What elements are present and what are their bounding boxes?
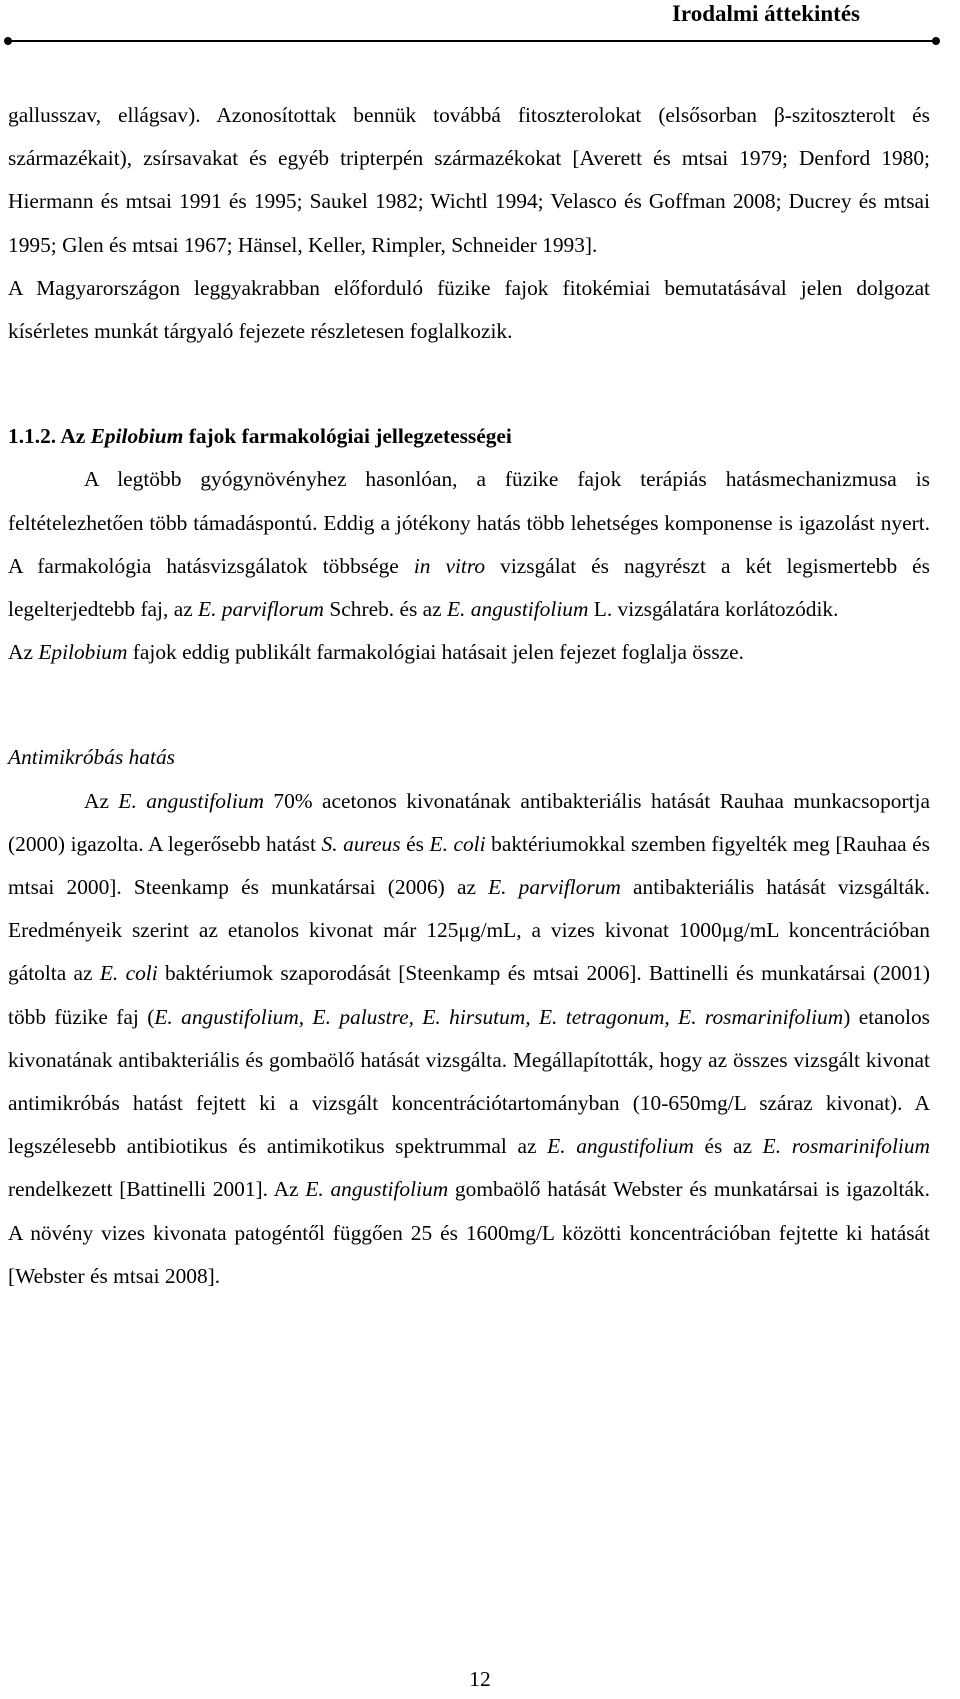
- running-header-title: Irodalmi áttekintés: [671, 1, 860, 26]
- section-paragraph-2: Az Epilobium fajok eddig publikált farmakológiai hatásait jelen fejezet foglalja össze.: [8, 640, 744, 665]
- subsection-heading: Antimikróbás hatás: [8, 745, 175, 770]
- subsection-paragraph-1: Az E. angustifolium 70% acetonos kivonatának antibakteriális hatását Rauhaa munkacsoportja (2000) igazolta. A legerősebb hatást S. aureus és E. coli baktériumokkal szemben figyelték meg [Rauhaa és mtsai 2000]. Steenkamp és munkatársai (2006) az E. parviflorum antibakteriális hatását vizsgálták. Eredményeik szerint az etanolos kivonat már 125μg/mL, a vizes kivonat 1000μg/mL koncentrációban gátolta az E. coli baktériumok szaporodását [Steenkamp és mtsai 2006]. Battinelli és munkatársai (2001) több füzike faj (E. angustifolium, E. palustre, E. hirsutum, E. tetragonum, E. rosmarinifolium) etanolos kivonatának antibakteriális és gombaölő hatását vizsgálta. Megállapították, hogy az összes vizsgált kivonat antimikróbás hatást fejtett ki a vizsgált koncentrációtartományban (10-650mg/L száraz kivonat). A legszélesebb antibiotikus és antimikotikus spektrummal az E. angustifolium és az E. rosmarinifolium rendelkezett [Battinelli 2001]. Az E. angustifolium gombaölő hatását Webster és munkatársai is igazolták. A növény vizes kivonata patogéntől függően 25 és 1600mg/L közötti koncentrációban fejtette ki hatását [Webster és mtsai 2008].: [8, 788, 931, 1288]
- section-paragraph-1: A legtöbb gyógynövényhez hasonlóan, a füzike fajok terápiás hatásmechanizmusa is feltételezhetően több támadáspontú. Eddig a jótékony hatás több lehetséges komponense is igazolást nyert. A farmakológia hatásvizsgálatok többsége in vitro vizsgálat és nagyrészt a két legismertebb és legelterjedtebb faj, az E. parviflorum Schreb. és az E. angustifolium L. vizsgálatára korlátozódik.: [8, 467, 930, 622]
- section-heading: [8, 415, 930, 458]
- header-rule: [6, 40, 934, 42]
- intro-paragraph-1: gallusszav, ellágsav). Azonosítottak bennük továbbá fitoszterolokat (elsősorban β-szitoszterolt és származékait), zsírsavakat és egyéb tripterpén származékokat [Averett és mtsai 1979; Denford 1980; Hiermann és mtsai 1991 és 1995; Saukel 1982; Wichtl 1994; Velasco és Goffman 2008; Ducrey és mtsai 1995; Glen és mtsai 1967; Hänsel, Keller, Rimpler, Schneider 1993].: [8, 103, 930, 257]
- intro-paragraph-2: A Magyarországon leggyakrabban előforduló füzike fajok fitokémiai bemutatásával jelen dolgozat kísérletes munkát tárgyaló fejezete részletesen foglalkozik.: [8, 275, 930, 344]
- header-rule-left-dot: [4, 37, 12, 45]
- section-title-pre: Az: [60, 424, 86, 449]
- page-number: 12: [469, 1667, 491, 1691]
- section-number: 1.1.2.: [8, 424, 57, 449]
- section-title-post: fajok farmakológiai jellegzetességei: [188, 424, 512, 449]
- page-body: [8, 94, 930, 1298]
- header-rule-right-dot: [932, 37, 940, 45]
- section-title-genus: Epilobium: [90, 424, 184, 449]
